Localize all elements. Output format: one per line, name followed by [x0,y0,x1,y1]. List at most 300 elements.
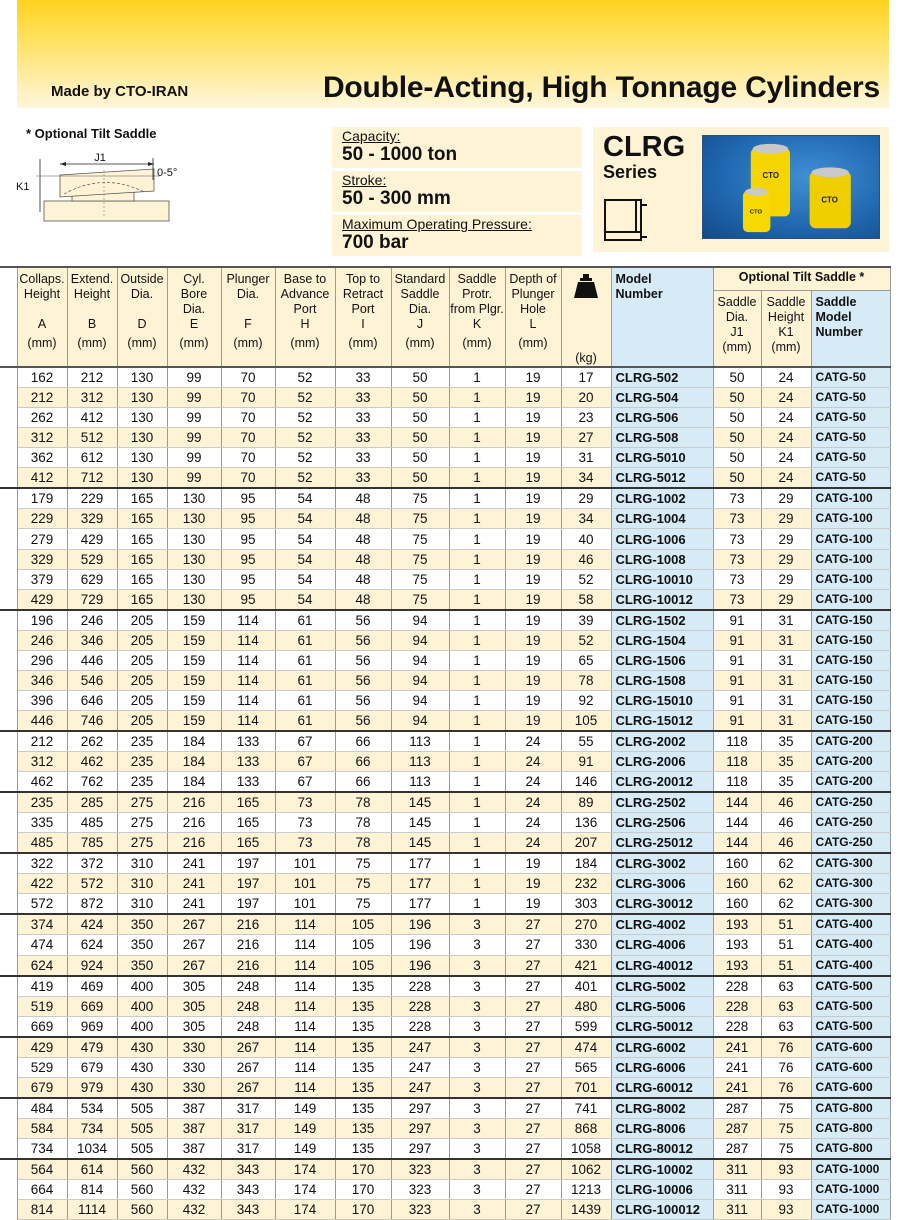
table-cell: 1 [449,388,505,408]
table-row [0,1179,890,1199]
table-cell: 159 [167,650,221,670]
table-cell: 75 [761,1098,811,1119]
row-lead-spacer [0,874,17,894]
table-cell: 205 [117,711,167,732]
table-cell: 235 [117,731,167,752]
model-number-cell: CLRG-5010 [611,448,713,468]
table-cell: 50 [713,468,761,489]
table-cell: 78 [335,833,391,854]
table-cell: 310 [117,894,167,915]
model-number-cell: CLRG-10012 [611,589,713,610]
table-cell: 3 [449,955,505,976]
header-text [118,302,167,317]
table-cell: 184 [167,752,221,772]
table-cell: 61 [275,711,335,732]
table-row [0,448,890,468]
table-cell: 228 [391,976,449,997]
table-cell: 46 [761,813,811,833]
table-cell: 19 [505,529,561,549]
table-cell: 31 [761,610,811,631]
header-text: Depth of [509,272,557,286]
saddle-model-cell: CATG-150 [811,691,890,711]
table-cell: 19 [505,549,561,569]
model-number-cell: CLRG-1508 [611,670,713,690]
table-cell: 3 [449,976,505,997]
saddle-model-cell: CATG-200 [811,752,890,772]
table-cell: 165 [117,509,167,529]
table-cell: 1 [449,874,505,894]
table-cell: 24 [505,752,561,772]
header-unit: (mm) [348,336,378,350]
table-cell: 75 [761,1118,811,1138]
column-header-h [275,267,335,367]
table-cell: 1213 [561,1179,611,1199]
saddle-model-cell: CATG-800 [811,1098,890,1119]
table-row [0,833,890,854]
table-cell: 105 [335,914,391,935]
model-number-cell: CLRG-10010 [611,569,713,589]
header-text: Saddle [717,295,757,310]
table-cell: 35 [761,731,811,752]
header-letter: D [137,317,147,331]
table-cell: 56 [335,711,391,732]
saddle-model-cell: CATG-50 [811,408,890,428]
table-row [0,691,890,711]
table-cell: 241 [713,1037,761,1058]
table-cell: 91 [713,610,761,631]
header-unit: (mm) [771,340,801,355]
row-lead-spacer [0,448,17,468]
table-cell: 519 [17,996,67,1016]
table-cell: 584 [17,1118,67,1138]
table-cell: 529 [17,1057,67,1077]
table-cell: 94 [391,691,449,711]
header-text: Model [815,310,852,325]
table-cell: 1 [449,630,505,650]
header-text [18,302,67,317]
saddle-model-cell: CATG-400 [811,935,890,955]
table-cell: 130 [117,428,167,448]
table-cell: 130 [117,367,167,388]
table-cell: 95 [221,509,275,529]
table-cell: 303 [561,894,611,915]
table-cell: 629 [67,569,117,589]
table-cell: 99 [167,468,221,489]
table-cell: 177 [391,894,449,915]
table-cell: 61 [275,610,335,631]
table-cell: 91 [713,670,761,690]
table-cell: 614 [67,1159,117,1180]
table-cell: 599 [561,1016,611,1037]
model-number-cell: CLRG-15010 [611,691,713,711]
table-cell: 287 [713,1138,761,1159]
row-lead-spacer [0,1179,17,1199]
table-cell: 114 [275,976,335,997]
row-lead-spacer [0,1037,17,1058]
table-cell: 56 [335,670,391,690]
table-cell: 50 [713,448,761,468]
table-cell: 323 [391,1199,449,1219]
table-cell: 61 [275,650,335,670]
table-cell: 1 [449,853,505,874]
table-cell: 165 [117,589,167,610]
table-cell: 29 [761,529,811,549]
table-cell: 130 [167,529,221,549]
table-cell: 311 [713,1199,761,1219]
table-cell: 101 [275,874,335,894]
header-text: Advance [280,287,330,301]
table-row [0,996,890,1016]
table-cell: 165 [117,569,167,589]
table-cell: 105 [561,711,611,732]
row-lead-spacer [0,691,17,711]
table-row [0,367,890,388]
table-cell: 19 [505,589,561,610]
table-cell: 1 [449,569,505,589]
table-cell: 75 [761,1138,811,1159]
table-cell: 159 [167,691,221,711]
table-cell: 3 [449,1138,505,1159]
column-header-b [67,267,117,367]
table-cell: 174 [275,1179,335,1199]
table-row [0,630,890,650]
table-cell: 46 [761,792,811,813]
table-cell: 679 [17,1077,67,1098]
table-cell: 247 [391,1037,449,1058]
table-cell: 560 [117,1179,167,1199]
table-cell: 27 [505,1098,561,1119]
table-cell: 262 [17,408,67,428]
column-header-a [17,267,67,367]
table-cell: 19 [505,468,561,489]
table-cell: 114 [275,1057,335,1077]
table-cell: 241 [713,1077,761,1098]
table-cell: 101 [275,853,335,874]
table-cell: 1 [449,529,505,549]
table-cell: 285 [67,792,117,813]
table-row [0,509,890,529]
row-lead-spacer [0,935,17,955]
row-lead-spacer [0,853,17,874]
table-cell: 62 [761,874,811,894]
table-cell: 27 [505,976,561,997]
table-cell: 421 [561,955,611,976]
table-cell: 70 [221,367,275,388]
table-cell: 48 [335,569,391,589]
table-cell: 27 [505,1057,561,1077]
table-cell: 130 [117,408,167,428]
model-number-cell: CLRG-5002 [611,976,713,997]
table-cell: 73 [713,488,761,509]
header-text: Bore [180,287,208,301]
table-cell: 33 [335,468,391,489]
table-cell: 52 [275,408,335,428]
photo-brand-1: CTO [762,171,779,181]
table-cell: 228 [391,996,449,1016]
table-cell: 560 [117,1199,167,1219]
table-cell: 3 [449,1037,505,1058]
table-cell: 48 [335,589,391,610]
table-cell: 54 [275,488,335,509]
saddle-model-cell: CATG-1000 [811,1179,890,1199]
column-header-model-number [611,267,713,367]
table-cell: 270 [561,914,611,935]
table-cell: 446 [17,711,67,732]
table-cell: 330 [167,1057,221,1077]
table-cell: 19 [505,650,561,670]
table-cell: 969 [67,1016,117,1037]
table-cell: 572 [67,874,117,894]
header-unit: (mm) [77,336,107,350]
table-cell: 1 [449,408,505,428]
saddle-model-cell: CATG-50 [811,367,890,388]
model-number-cell: CLRG-506 [611,408,713,428]
table-cell: 99 [167,367,221,388]
table-cell: 29 [761,488,811,509]
table-cell: 814 [17,1199,67,1219]
header-letter: E [189,317,199,331]
table-cell: 248 [221,976,275,997]
table-cell: 3 [449,1016,505,1037]
table-cell: 61 [275,670,335,690]
table-cell: 165 [117,549,167,569]
saddle-model-cell: CATG-600 [811,1057,890,1077]
table-cell: 78 [561,670,611,690]
model-number-cell: CLRG-40012 [611,955,713,976]
table-cell: 50 [391,388,449,408]
series-subtitle: Series [603,162,658,182]
table-cell: 135 [335,1138,391,1159]
saddle-model-cell: CATG-250 [811,813,890,833]
table-cell: 3 [449,1159,505,1180]
table-cell: 546 [67,670,117,690]
saddle-model-cell: CATG-200 [811,731,890,752]
table-cell: 165 [117,529,167,549]
table-cell: 93 [761,1179,811,1199]
stroke-value: 50 - 300 mm [342,188,451,209]
table-cell: 216 [167,792,221,813]
table-cell: 741 [561,1098,611,1119]
model-number-cell: CLRG-2506 [611,813,713,833]
table-cell: 75 [335,874,391,894]
header-letter: F [244,317,252,331]
table-cell: 133 [221,772,275,793]
table-cell: 39 [561,610,611,631]
table-cell: 165 [221,813,275,833]
table-cell: 312 [17,752,67,772]
table-cell: 228 [713,996,761,1016]
table-cell: 35 [761,752,811,772]
pressure-value: 700 bar [342,232,409,253]
table-cell: 94 [391,711,449,732]
table-cell: 1 [449,428,505,448]
table-cell: 133 [221,731,275,752]
table-cell: 534 [67,1098,117,1119]
table-cell: 130 [117,388,167,408]
row-lead-spacer [0,976,17,997]
header-letter: J1 [730,325,744,340]
table-cell: 133 [221,752,275,772]
table-cell: 19 [505,691,561,711]
double-acting-cylinder-icon [603,197,649,245]
table-cell: 136 [561,813,611,833]
saddle-model-cell: CATG-800 [811,1118,890,1138]
row-lead-spacer [0,549,17,569]
table-row [0,894,890,915]
table-cell: 505 [117,1118,167,1138]
table-cell: 73 [713,529,761,549]
table-cell: 1034 [67,1138,117,1159]
table-cell: 267 [221,1077,275,1098]
table-cell: 19 [505,630,561,650]
column-header-f [221,267,275,367]
table-cell: 762 [67,772,117,793]
table-cell: 564 [17,1159,67,1180]
table-cell: 70 [221,428,275,448]
table-cell: 24 [761,448,811,468]
table-cell: 130 [167,549,221,569]
table-cell: 51 [761,935,811,955]
table-cell: 205 [117,630,167,650]
table-cell: 113 [391,752,449,772]
made-by-label: Made by CTO-IRAN [51,83,189,100]
header-text: Saddle [457,272,497,286]
table-cell: 27 [505,1138,561,1159]
model-number-cell: CLRG-20012 [611,772,713,793]
table-cell: 979 [67,1077,117,1098]
table-cell: 387 [167,1138,221,1159]
table-row [0,529,890,549]
photo-brand-2: CTO [821,195,838,205]
table-cell: 24 [505,772,561,793]
table-cell: 114 [221,711,275,732]
model-number-cell: CLRG-6006 [611,1057,713,1077]
table-cell: 184 [167,731,221,752]
header-unit: (mm) [518,336,548,350]
table-cell: 170 [335,1159,391,1180]
table-cell: 135 [335,1037,391,1058]
table-cell: 207 [561,833,611,854]
table-cell: 1 [449,589,505,610]
table-cell: 50 [713,428,761,448]
table-cell: 429 [67,529,117,549]
table-cell: 91 [713,630,761,650]
column-header-i [335,267,391,367]
table-cell: 24 [761,408,811,428]
table-cell: 462 [17,772,67,793]
header-text: Height [23,287,61,301]
capacity-value: 50 - 1000 ton [342,144,458,165]
table-cell: 267 [167,935,221,955]
table-cell: 872 [67,894,117,915]
table-cell: 31 [761,630,811,650]
model-number-cell: CLRG-3002 [611,853,713,874]
table-cell: 105 [335,955,391,976]
row-lead-spacer [0,650,17,670]
table-cell: 247 [391,1057,449,1077]
table-cell: 669 [17,1016,67,1037]
saddle-model-cell: CATG-800 [811,1138,890,1159]
saddle-model-cell: CATG-300 [811,894,890,915]
table-cell: 67 [275,772,335,793]
header-text: Saddle [400,287,440,301]
table-cell: 396 [17,691,67,711]
table-cell: 19 [505,853,561,874]
table-cell: 205 [117,670,167,690]
header-text: Retract [342,287,384,301]
table-cell: 297 [391,1098,449,1119]
saddle-model-cell: CATG-400 [811,955,890,976]
table-cell: 118 [713,752,761,772]
table-row [0,813,890,833]
table-cell: 205 [117,691,167,711]
table-cell: 196 [17,610,67,631]
table-cell: 446 [67,650,117,670]
table-cell: 924 [67,955,117,976]
saddle-model-cell: CATG-50 [811,428,890,448]
table-cell: 1439 [561,1199,611,1219]
table-cell: 54 [275,529,335,549]
header-letter: I [361,317,365,331]
table-cell: 91 [713,650,761,670]
header-letter: A [37,317,47,331]
series-panel [593,127,889,252]
model-number-cell: CLRG-2502 [611,792,713,813]
table-row [0,488,890,509]
table-cell: 62 [761,894,811,915]
table-cell: 94 [391,630,449,650]
pressure-box [332,215,582,256]
table-cell: 572 [17,894,67,915]
table-cell: 73 [275,813,335,833]
table-cell: 24 [505,813,561,833]
table-cell: 1 [449,549,505,569]
table-cell: 248 [221,1016,275,1037]
row-lead-spacer [0,996,17,1016]
table-cell: 58 [561,589,611,610]
table-cell: 24 [761,388,811,408]
table-cell: 99 [167,388,221,408]
header-unit: (kg) [575,351,597,365]
table-cell: 52 [275,367,335,388]
model-number-cell: CLRG-10006 [611,1179,713,1199]
table-cell: 216 [221,914,275,935]
model-number-cell: CLRG-15012 [611,711,713,732]
table-cell: 149 [275,1098,335,1119]
table-cell: 216 [221,935,275,955]
table-row [0,1077,890,1098]
table-cell: 235 [17,792,67,813]
table-cell: 241 [167,894,221,915]
model-number-cell: CLRG-4006 [611,935,713,955]
row-lead-spacer [0,1098,17,1119]
table-cell: 75 [335,894,391,915]
table-cell: 24 [761,428,811,448]
table-cell: 27 [505,1159,561,1180]
table-cell: 734 [67,1118,117,1138]
table-cell: 20 [561,388,611,408]
table-row [0,1138,890,1159]
table-cell: 78 [335,792,391,813]
model-number-cell: CLRG-1502 [611,610,713,631]
table-row [0,731,890,752]
table-cell: 89 [561,792,611,813]
row-lead-spacer [0,670,17,690]
table-cell: 135 [335,1016,391,1037]
saddle-model-cell: CATG-150 [811,610,890,631]
table-cell: 323 [391,1179,449,1199]
table-cell: 31 [761,650,811,670]
